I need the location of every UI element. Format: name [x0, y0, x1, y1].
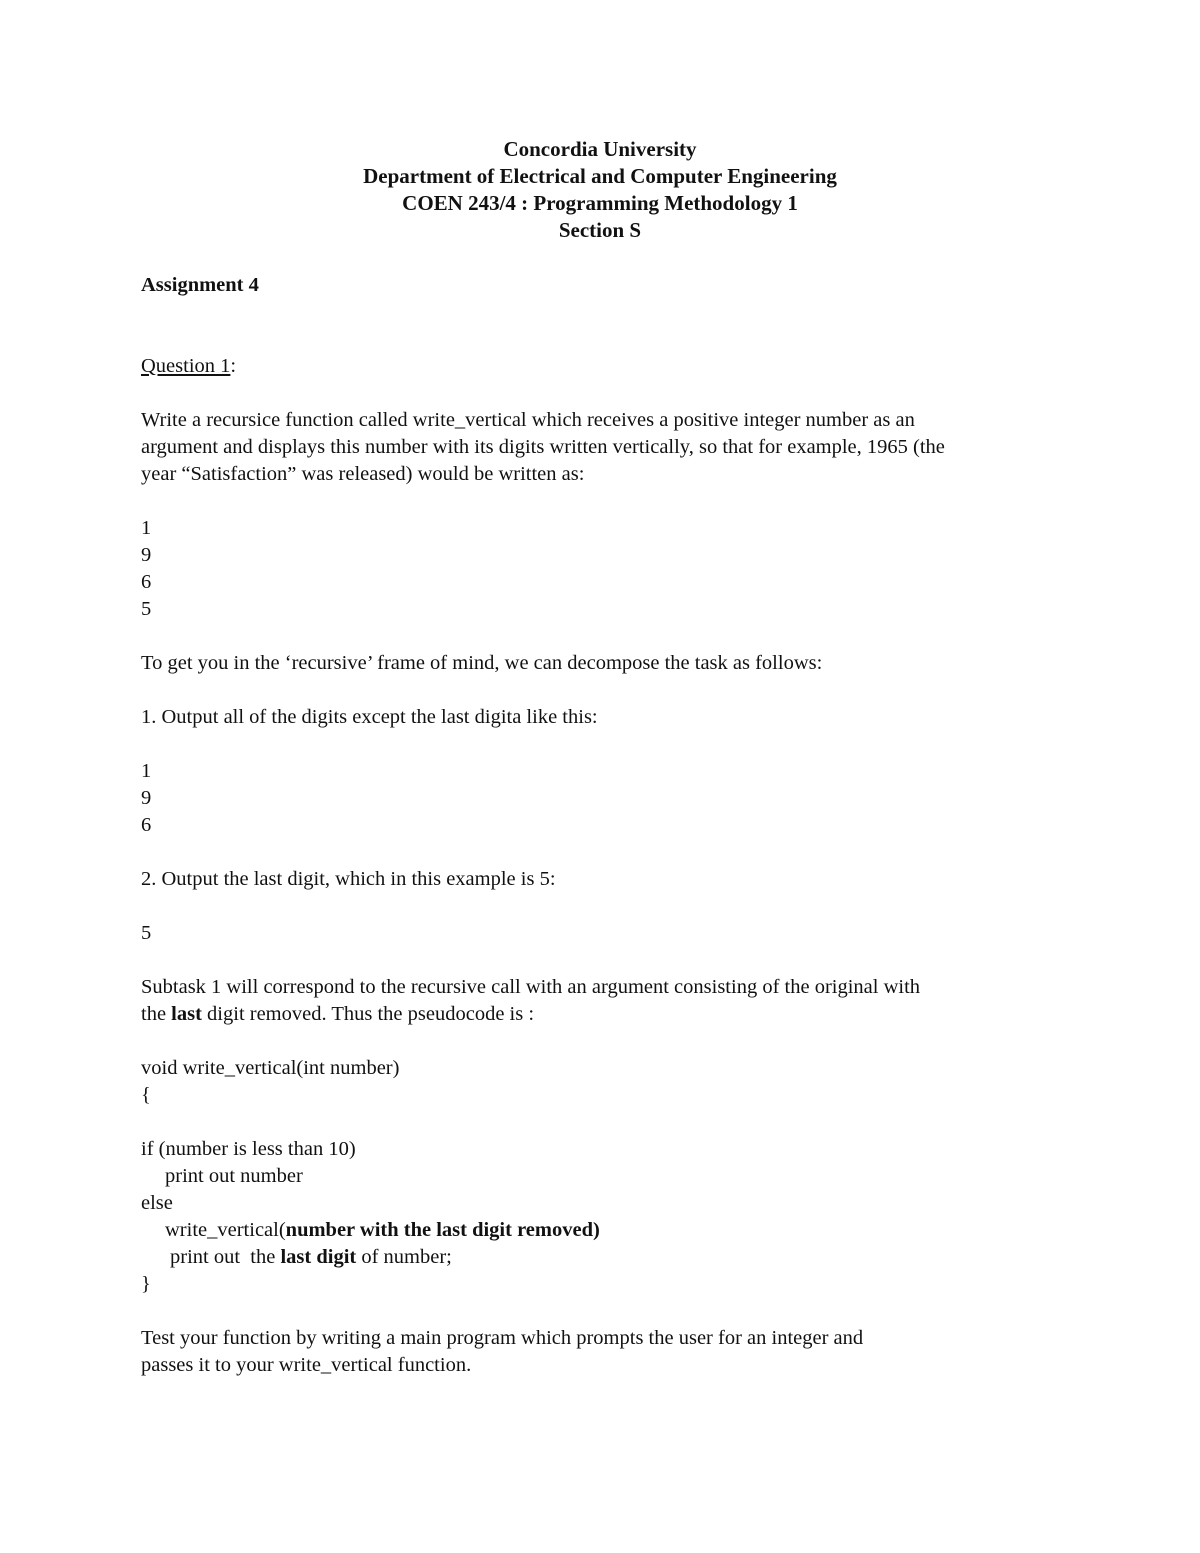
pseudocode-text: print out the	[170, 1246, 281, 1268]
example-digit: 6	[141, 571, 152, 593]
question-colon: :	[230, 355, 237, 377]
subtask-text: digit removed. Thus the pseudocode is :	[201, 1003, 535, 1025]
section-label: Section S	[558, 218, 642, 242]
decompose-text: To get you in the ‘recursive’ frame of mind, we can decompose the task as follows:	[141, 652, 823, 674]
course-title: COEN 243/4 : Programming Methodology 1	[402, 191, 798, 215]
test-line-2: passes it to your write_vertical function.	[141, 1354, 472, 1376]
pseudocode-print-number: print out number	[165, 1165, 303, 1187]
subtask-line-1: Subtask 1 will correspond to the recursive call with an argument consisting of the original with	[141, 976, 921, 998]
test-line-1: Test your function by writing a main program which prompts the user for an integer and	[141, 1327, 864, 1349]
subtask-line-2	[141, 1001, 1081, 1028]
question-label: Question 1	[141, 355, 231, 377]
pseudocode-print-last	[141, 1244, 1081, 1271]
pseudocode-block	[141, 1055, 1081, 1298]
example-digit: 9	[141, 544, 152, 566]
pseudocode-close-brace: }	[141, 1273, 151, 1295]
intro-line-3: year “Satisfaction” was released) would be written as:	[141, 463, 585, 485]
step2-digit: 5	[141, 922, 152, 944]
intro-line-2: argument and displays this number with its digits written vertically, so that for example, 1965 (the	[141, 436, 945, 458]
step-1-text: 1. Output all of the digits except the last digita like this:	[141, 706, 598, 728]
university-name: Concordia University	[503, 137, 697, 161]
pseudocode-text: of number;	[356, 1246, 452, 1268]
pseudocode-bold-text: number with the last digit removed)	[285, 1219, 600, 1241]
step1-digit: 6	[141, 814, 152, 836]
step-2-text: 2. Output the last digit, which in this example is 5:	[141, 868, 556, 890]
example-digit: 1	[141, 517, 152, 539]
document-header	[0, 136, 1200, 244]
example-digit: 5	[141, 598, 152, 620]
pseudocode-open-brace: {	[141, 1084, 151, 1106]
subtask-text: the	[141, 1003, 172, 1025]
pseudocode-text: write_vertical(	[165, 1219, 286, 1241]
step1-digit: 1	[141, 760, 152, 782]
pseudocode-signature: void write_vertical(int number)	[141, 1057, 400, 1079]
pseudocode-else: else	[141, 1192, 173, 1214]
step1-digit: 9	[141, 787, 152, 809]
intro-line-1: Write a recursice function called write_vertical which receives a positive integer number as an	[141, 409, 915, 431]
question-heading	[141, 353, 1081, 380]
assignment-title: Assignment 4	[141, 274, 259, 296]
document-body	[141, 272, 1081, 1379]
pseudocode-bold-text: last digit	[280, 1246, 357, 1268]
pseudocode-if: if (number is less than 10)	[141, 1138, 356, 1160]
subtask-bold-text: last	[171, 1003, 202, 1025]
pseudocode-recursive-call	[141, 1217, 1081, 1244]
department-name: Department of Electrical and Computer Engineering	[363, 164, 837, 188]
